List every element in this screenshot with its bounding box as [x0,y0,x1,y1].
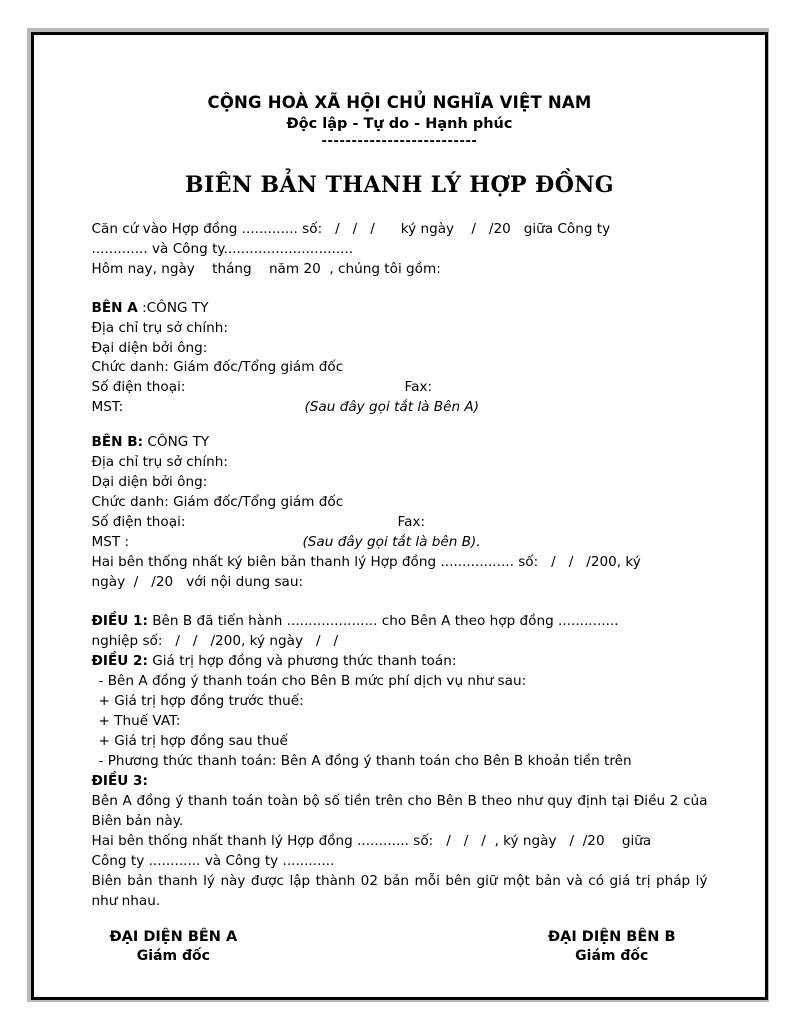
article-2-block [92,652,708,772]
article-2-label: ĐIỀU 2: [91,653,148,670]
article-1-first-line [92,612,708,632]
party-a-position: Chức danh: Giám đốc/Tổng giám đốc [91,359,344,376]
article-2-text: Giá trị hợp đồng và phương thức thanh toán: [147,653,457,670]
article-1-label: ĐIỀU 1: [91,613,148,630]
party-b-representative: Dại diện bởi ông: [91,474,208,491]
signature-a-title: ĐẠI DIỆN BÊN A [109,928,238,945]
party-a-contact-row [92,378,708,398]
party-b-fax: Fax: [397,514,426,531]
party-b-position: Chức danh: Giám đốc/Tổng giám đốc [91,494,344,511]
party-a-phone: Số điện thoại: [91,379,186,396]
party-b-phone: Số điện thoại: [91,514,186,531]
article-3-paragraph-2-line-1: Hai bên thống nhất thanh lý Hợp đồng ............ số: / / / , ký ngày / /20 giữa [91,832,652,849]
agreement-statement [92,553,708,593]
party-b-heading [92,433,708,453]
article-3-block [92,772,708,912]
article-3-paragraph-3: Biên bản thanh lý này được lập thành 02 bản mỗi bên giữ một bản và có giá trị pháp lý như nhau. [91,872,708,909]
article-2-item: - Phương thức thanh toán: Bên A đồng ý thanh toán cho Bên B khoản tiền trên [98,752,632,769]
document-header [34,35,765,198]
signature-b-title: ĐẠI DIỆN BÊN B [547,928,676,945]
party-b-label: BÊN B: [91,434,144,451]
agreement-line-2: ngày / /20 với nội dung sau: [91,574,304,591]
party-a-heading [92,299,708,319]
party-b-address: Địa chỉ trụ sở chính: [91,454,228,471]
article-1-text: Bên B đã tiến hành ..................... cho Bên A theo hợp đồng .............. [147,613,619,630]
page-title: BIÊN BẢN THANH LÝ HỢP ĐỒNG [185,171,614,198]
article-2-item: + Thuế VAT: [98,712,181,729]
spacer [92,593,708,612]
party-a-address: Địa chỉ trụ sở chính: [91,319,228,336]
party-a-tax-row [92,398,708,418]
article-2-item: - Bên A đồng ý thanh toán cho Bên B mức phí dịch vụ như sau: [98,673,527,690]
article-3-paragraph-1: Bên A đồng ý thanh toán toàn bộ số tiền trên cho Bên B theo như quy định tại Điều 2 của Biên bản này. [91,792,708,829]
intro-line-3: Hôm nay, ngày tháng năm 20 , chúng tôi gồm: [91,260,441,277]
national-motto: Độc lập - Tự do - Hạnh phúc [286,115,513,132]
header-divider: -------------------------- [321,134,478,150]
party-a-label: BÊN A [91,299,138,316]
party-a-fax: Fax: [404,379,433,396]
intro-line-2: ............. và Công ty.............................. [91,240,354,257]
article-1-block [92,612,708,652]
party-b-tax-row [92,533,708,553]
document-body [92,198,708,912]
article-2-item: + Giá trị hợp đồng sau thuế [98,732,288,749]
party-b-short-name-note: (Sau đây gọi tắt là bên B). [302,534,481,551]
spacer [92,280,708,299]
party-a-company: :CÔNG TY [137,299,209,316]
party-b-tax-code: MST : [91,534,130,551]
signature-a-role: Giám đốc [136,948,210,965]
party-a-short-name-note: (Sau đây gọi tắt là Bên A) [304,399,480,416]
article-3-label: ĐIỀU 3: [91,772,148,789]
signature-b-role: Giám đốc [575,948,649,965]
document-page-frame [31,32,768,1000]
article-3-paragraph-2-line-2: Công ty ............ và Công ty ............ [91,852,335,869]
spacer [92,418,708,433]
intro-line-1: Căn cứ vào Hợp đồng ............. số: / / / ký ngày / /20 giữa Công ty [91,220,611,237]
agreement-line-1: Hai bên thống nhất ký biên bản thanh lý Hợp đồng ................. số: / / /200, ký [91,554,641,571]
party-b-block [92,433,708,553]
party-b-company: CÔNG TY [143,434,210,451]
party-b-contact-row [92,513,708,533]
article-2-heading [92,652,708,672]
article-1-second-line: nghiệp số: / / /200, ký ngày / / [91,633,339,650]
national-title: CỘNG HOÀ XÃ HỘI CHỦ NGHĨA VIỆT NAM [207,93,592,112]
intro-paragraph [92,220,708,280]
signature-block [92,912,708,967]
signature-party-b [548,928,676,967]
party-a-block [92,299,708,419]
article-2-item: + Giá trị hợp đồng trước thuế: [98,693,304,709]
document-sheet [34,35,765,997]
signature-party-a [110,928,238,967]
party-a-representative: Đại diện bởi ông: [91,339,208,356]
party-a-tax-code: MST: [91,399,124,416]
